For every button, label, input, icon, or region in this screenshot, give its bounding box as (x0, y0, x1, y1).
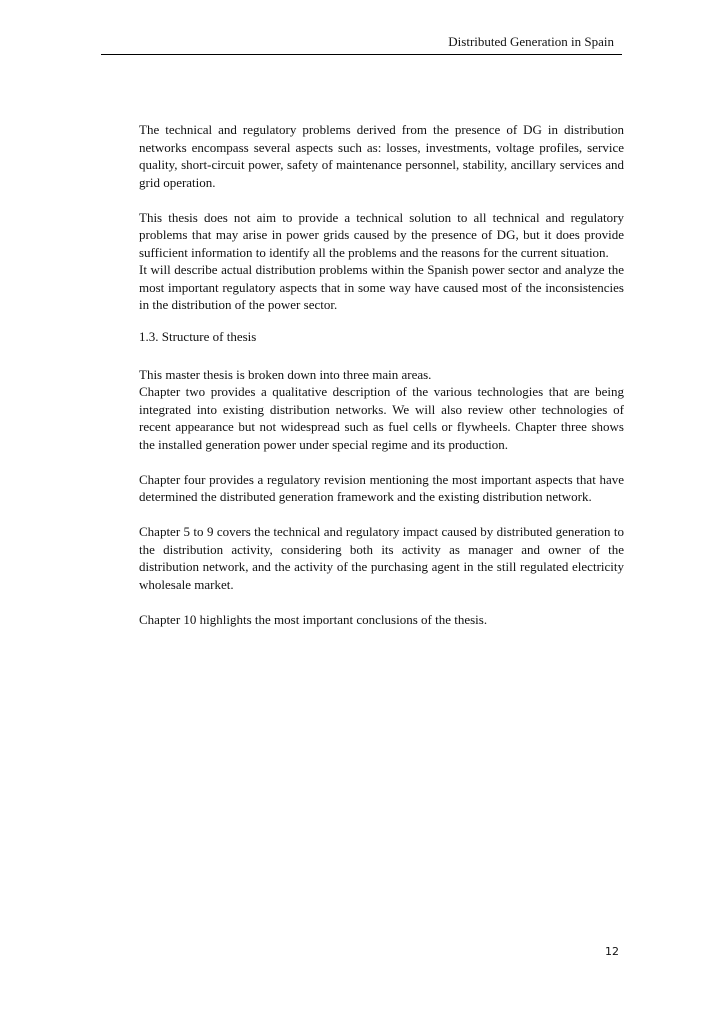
paragraph-chapter-two-three: Chapter two provides a qualitative description of the various technologies that are being integrated into existing distribution networks. We will also review other technologies of recent appearance but not widespread such as fuel cells or flywheels. Chapter three shows the installed generation power under special regime and its production. (139, 384, 624, 452)
paragraph-thesis-aim: This thesis does not aim to provide a technical solution to all technical and regulatory problems that may arise in power grids caused by the presence of DG, but it does provide sufficient information to identify all the problems and the reasons for the current situation. (139, 209, 624, 260)
section-heading-structure: 1.3. Structure of thesis (139, 328, 257, 344)
page-body (139, 121, 624, 628)
paragraph-dg-problems: The technical and regulatory problems derived from the presence of DG in distribution networks encompass several aspects such as: losses, investments, voltage profiles, service quality, short-circuit power, safety of maintenance personnel, stability, ancillary services and grid operation. (139, 122, 624, 190)
paragraph-thesis-describe: It will describe actual distribution problems within the Spanish power sector and analyze the most important regulatory aspects that in some way have caused most of the inconsistencies in the distribution of the power sector. (139, 262, 624, 312)
page-number: 12 (605, 945, 619, 958)
header-divider (101, 54, 622, 55)
paragraph-chapter-ten: Chapter 10 highlights the most important conclusions of the thesis. (139, 611, 488, 627)
running-header: Distributed Generation in Spain (448, 34, 614, 49)
paragraph-chapter-four: Chapter four provides a regulatory revision mentioning the most important aspects that have determined the distributed generation framework and the existing distribution network. (139, 471, 624, 504)
paragraph-chapters-five-nine: Chapter 5 to 9 covers the technical and regulatory impact caused by distributed generation to the distribution activity, considering both its activity as manager and owner of the distribution network, and the activity of the purchasing agent in the still regulated electricity wholesale market. (139, 524, 624, 592)
paragraph-three-areas: This master thesis is broken down into three main areas. (139, 366, 432, 382)
